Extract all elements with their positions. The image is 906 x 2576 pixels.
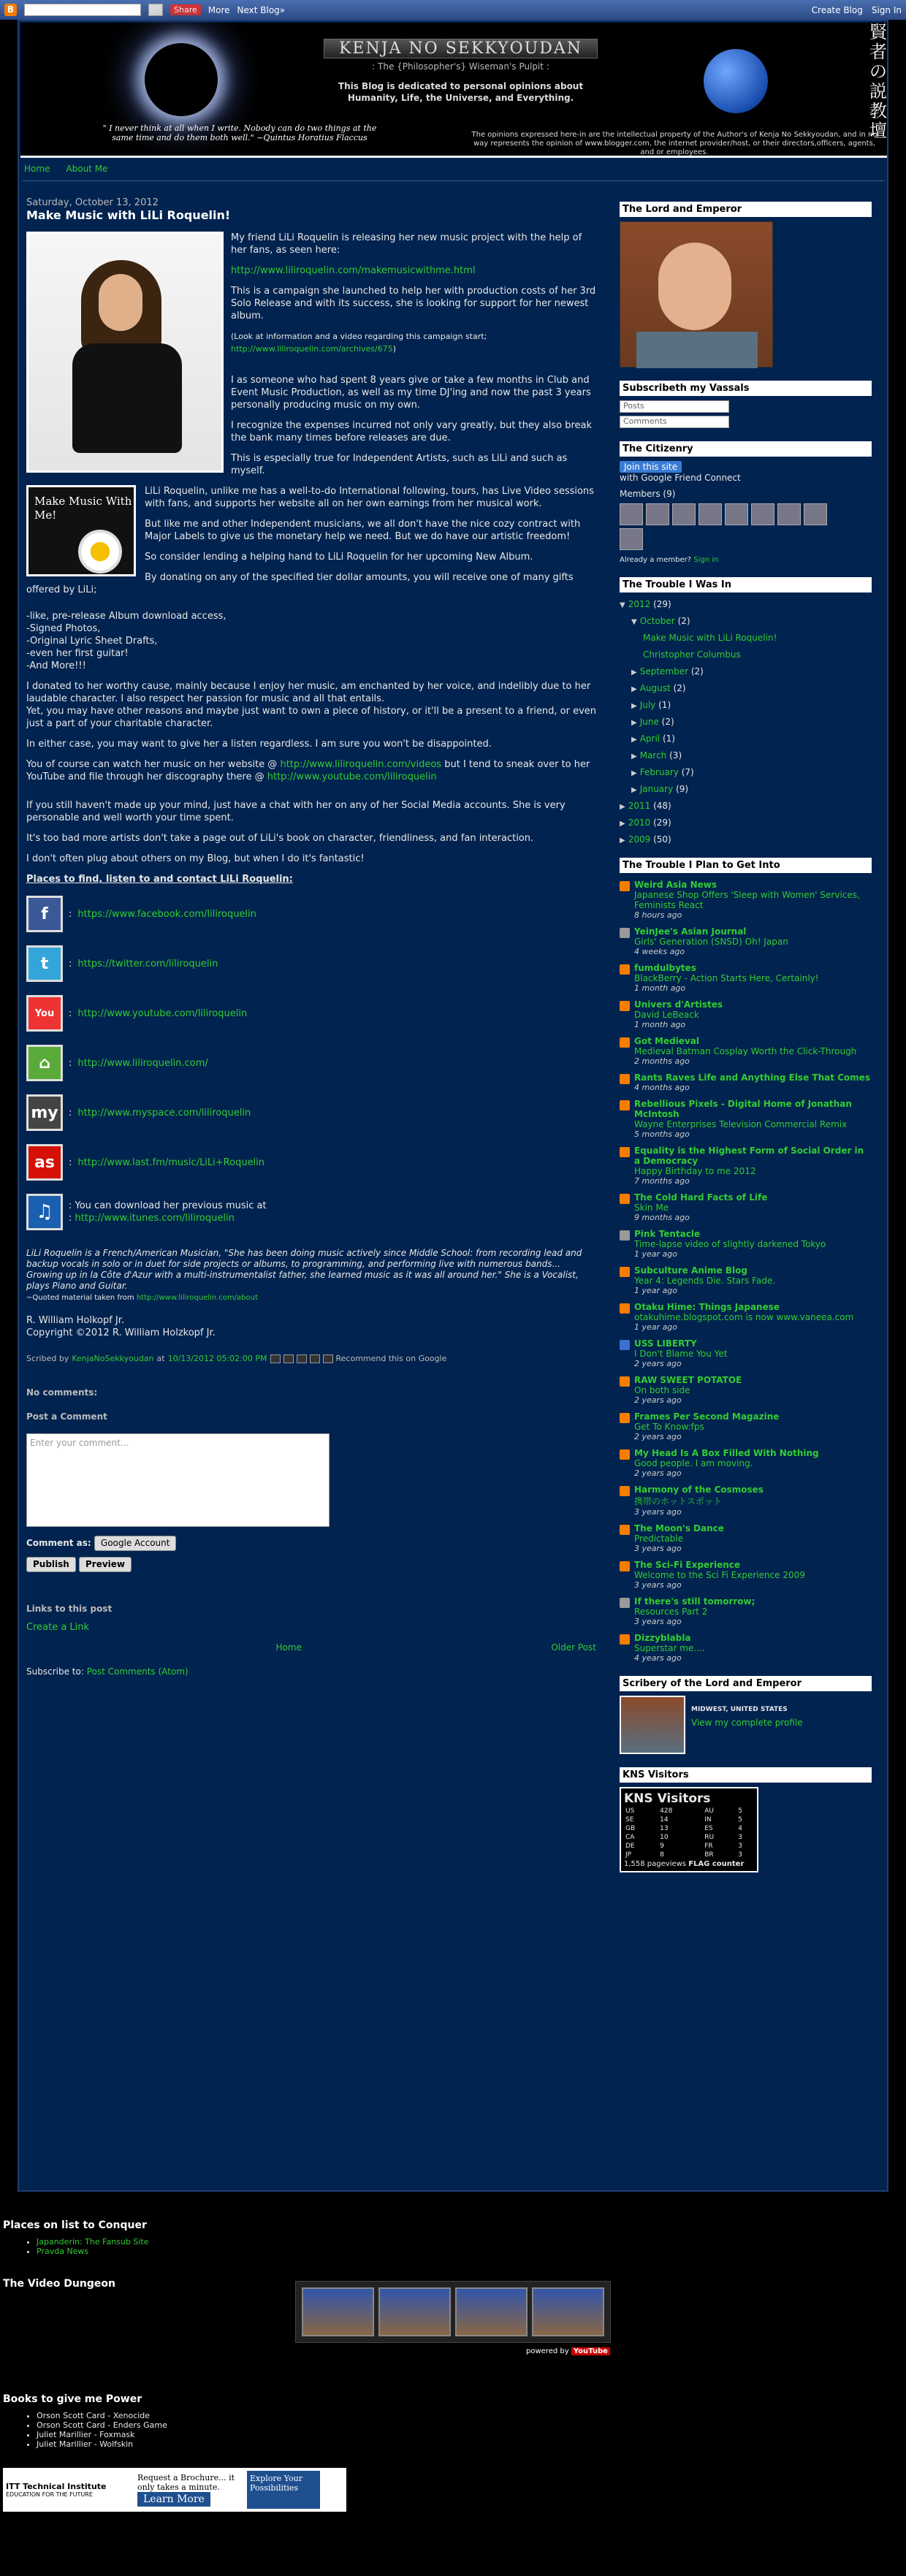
blog-favicon-icon	[620, 1376, 630, 1387]
blog-list-item	[620, 1192, 872, 1222]
blog-favicon-icon	[620, 881, 630, 891]
blog-age: 4 years ago	[634, 1653, 682, 1663]
blog-favicon-icon	[620, 1100, 630, 1110]
post-date: Saturday, October 13, 2012	[26, 197, 159, 208]
author-link[interactable]: KenjaNoSekkyoudan	[72, 1354, 154, 1363]
search-button[interactable]	[148, 4, 163, 16]
ad-explore: Explore Your Possibilities	[247, 2471, 320, 2509]
blog-name[interactable]: Weird Asia News	[634, 880, 717, 890]
make-music-banner[interactable]	[26, 485, 136, 576]
blog-favicon-icon	[620, 1303, 630, 1314]
book-item: • Juliet Marillier - Foxmask	[37, 2430, 894, 2439]
archive-year[interactable]: 2012	[628, 599, 651, 609]
make-music-label: Make Music With Me!	[34, 495, 132, 522]
blog-description: This Blog is dedicated to personal opinions about Humanity, Life, the Universe, and Everything.	[338, 81, 584, 103]
profile-thumbnail[interactable]	[620, 1696, 685, 1754]
post-paragraph: My friend LiLi Roquelin is releasing her new music project with the help of her fans, as seen here:	[231, 232, 582, 256]
youtube-link[interactable]: http://www.youtube.com/liliroquelin	[267, 771, 437, 782]
plusone-icon[interactable]	[323, 1354, 333, 1363]
eclipse-image	[145, 43, 218, 116]
header-quote: " I never think at all when I write. Nobody can do two things at the same time and do them both well." ~Quintus Horatius Flaccus	[102, 123, 377, 142]
sidebar	[620, 202, 872, 1886]
archive-year[interactable]: 2010	[628, 818, 651, 828]
itunes-link[interactable]: http://www.itunes.com/liliroquelin	[75, 1213, 235, 1224]
itunes-icon[interactable]: ♫	[26, 1194, 63, 1230]
timestamp-link[interactable]: 10/13/2012 05:02:00 PM	[167, 1354, 267, 1363]
widget-title: Subscribeth my Vassals	[620, 381, 872, 396]
blog-list-item	[620, 963, 872, 993]
blog-name[interactable]: Rants Raves Life and Anything Else That Comes	[634, 1072, 870, 1083]
widget-title: KNS Visitors	[620, 1767, 872, 1783]
post-paragraph: This is a campaign she launched to help her with production costs of her 3rd Solo Release and with its success, she is looking for support for her newest album.	[231, 286, 596, 321]
campaign-link[interactable]: http://www.liliroquelin.com/makemusicwithme.html	[231, 265, 476, 276]
video-bar	[295, 2281, 611, 2343]
widget-title: The Trouble I Plan to Get Into	[620, 858, 872, 873]
post-paragraph: but I tend to sneak over to her YouTube and file through her discography there @	[26, 759, 590, 782]
archive-month[interactable]: September	[639, 666, 689, 677]
create-link[interactable]: Create a Link	[26, 1622, 90, 1633]
blog-age: 9 months ago	[634, 1213, 690, 1222]
blog-name[interactable]: The Cold Hard Facts of Life	[634, 1192, 768, 1203]
blog-favicon-icon	[620, 1340, 630, 1350]
home-link[interactable]: Home	[275, 1642, 302, 1653]
facebook-link[interactable]: https://www.facebook.com/liliroquelin	[77, 908, 256, 920]
archive-post[interactable]: Christopher Columbus	[643, 649, 741, 660]
blog-post-link[interactable]: Good people. I am moving.	[634, 1458, 753, 1468]
gift-item: -even her first guitar!	[26, 648, 129, 659]
blog-favicon-icon	[620, 1001, 630, 1011]
blog-favicon-icon	[620, 1561, 630, 1571]
book-item: • Orson Scott Card - Xenocide	[37, 2411, 894, 2420]
kanji-banner: 賢者の説教壇	[869, 22, 887, 141]
learn-more-button[interactable]: Learn More	[137, 2492, 210, 2507]
website-link[interactable]: http://www.liliroquelin.com/	[77, 1057, 208, 1069]
pageviews: 1,558 pageviews	[624, 1860, 687, 1868]
archive-month[interactable]: October	[639, 616, 675, 626]
post-paragraph: I donated to her worthy cause, mainly because I enjoy her music, am enchanted by her voice, and indelibly due to her laudable character. I also respect her passion for music and all that entails.	[26, 681, 591, 704]
itt-ad[interactable]	[3, 2468, 346, 2512]
blog-list-item	[620, 1265, 872, 1295]
archive-post[interactable]: Make Music with LiLi Roquelin!	[643, 633, 777, 643]
post-column: Saturday, October 13, 2012 Make Music with LiLi Roquelin! My friend LiLi Roquelin is releasing her new music project with the help of her fans, as seen here: http://www.liliroquelin.com/makemusicwithme.html This is a campaign she launched to help her with production costs of her 3rd Solo Release and with its success, she is looking for support for her newest album. (Look at information and a video regarding this campaign start; http://www.liliroquelin.com/archives/675) I as someone who had spent 8 years give or take a few months in Club and Event Music Production, as well as my time DJ'ing and now the past 3 years personally producing music on my own. I recognize the expenses incurred not only vary greatly, but they also break the bank many times before releases are due. This is especially true for Independent Artists, such as LiLi and such as myself. Make Music With Me! LiLi Roquelin, unlike me has a well-to-do International following, tours, has Live Video sessions with fans, and supports her website all on her own earnings from her musical work. But like me and other Independent musicians, we all don't have the nice cozy contract with Major Labels to give us the monetary help we need. But we do have our artistic freedom! So consider lending a helping hand to LiLi Roquelin for her upcoming New Album. By donating on any of the specified tier dollar amounts, you will receive one of many gifts offered by LiLi; -like, pre-release Album download access, -Signed Photos, -Original Lyric Sheet Drafts, -even her first guitar! -And More!!! I donated to her worthy cause, mainly because I enjoy her music, am enchanted by her voice, and indelibly due to her laudable character. I also respect her passion for music and all that entails. Yet, you may have other reasons and maybe just want to own a piece of history, or it'll be a present to a friend, or even just a part of your charitable character. In either case, you may want to give her a listen regardless. I am sure you won't be disappointed. You of course can watch her music on her website @ http://www.liliroquelin.com/videos but I tend to sneak over to her YouTube and file through her discography there @ http://www.youtube.com/liliroquelin If you still haven't made up your mind, just have a chat with her on any of her Social Media accounts. She is very personable and well worth your time spent. It's too bad more artists don't take a page out of LiLi's book on character, friendliness, and fan interaction. I don't often plug about others on my Blog, but when I do it's fantastic! Places to find, listen to and contact LiLi Roquelin: f : https://www.facebook.com/liliroquelin t : https://twitter.com/liliroquelin You : http://www.youtube.com/liliroquelin ⌂ : http://www.liliroquelin.com/ my : http://www.myspace.com/liliroquelin as : http://www.last.fm/music/LiLi+Roquelin ♫ : You can download her previous music at : http://www.itunes.com/liliroquelin LiLi Roquelin is a French/American Musician, "She has been doing music actively since Middle School: from recording lead and backup vocals in solo or in duet for side projects or albums, to programming, and performing live with numerous bands... Growing up in la Côte d'Azur with a multi-instrumentalist father, she learned music as it was all around her." She is a Vocalist, plays Piano and Guitar. ~Quoted material taken from http://www.liliroquelin.com/about R. William Holkopf Jr. Copyright ©2012 R. William Holzkopf Jr. Scribed by KenjaNoSekkyoudan at 10/13/2012 05:02:00 PM Recommend this on Google No comments: Post a Comment Enter your comment... Comment as: Google Account Publish Preview Links to this post Create a Link Home Older Post Subscribe to: Post Comments (Atom)	[26, 197, 596, 1677]
conquer-link[interactable]: Pravda News	[37, 2247, 89, 2256]
blog-age: 5 months ago	[634, 1129, 690, 1139]
blog-list-item	[620, 1485, 872, 1517]
widget-title: Scribery of the Lord and Emperor	[620, 1676, 872, 1691]
blog-age: 1 month ago	[634, 1020, 686, 1029]
copyright: Copyright ©2012 R. William Holzkopf Jr.	[26, 1327, 216, 1338]
archive-year[interactable]: 2009	[628, 834, 651, 845]
social-row: You : http://www.youtube.com/liliroquelin	[26, 992, 596, 1034]
blog-subtitle: : The {Philosopher's} Wiseman's Pulpit :	[372, 61, 549, 72]
post-footer	[26, 1352, 596, 1365]
youtube-channel-link[interactable]: http://www.youtube.com/liliroquelin	[77, 1007, 248, 1019]
conquer-heading: Places on list to Conquer	[3, 2219, 147, 2231]
post-paragraph: It's too bad more artists don't take a page out of LiLi's book on character, friendliness, and fan interaction.	[26, 833, 534, 844]
header-disclaimer: The opinions expressed here-in are the intellectual property of the Author's of Kenja No Sekkyoudan, and in no way represents the opinion of www.blogger.com, the internet provider/host, or their directors,officers, agents, and or employees.	[471, 131, 878, 156]
gift-item: -Original Lyric Sheet Drafts,	[26, 636, 158, 647]
share-button[interactable]: Share	[170, 4, 201, 15]
divider	[23, 180, 885, 181]
blog-post-link[interactable]: Welcome to the Sci Fi Experience 2009	[634, 1570, 805, 1580]
post-paragraph: By donating on any of the specified tier dollar amounts, you will receive one of many gifts offered by LiLi;	[26, 572, 574, 595]
youtube-badge[interactable]: powered by YouTube	[526, 2347, 610, 2355]
social-row: as : http://www.last.fm/music/LiLi+Roquelin	[26, 1141, 596, 1184]
blog-age: 2 years ago	[634, 1468, 682, 1478]
ad-tagline: EDUCATION FOR THE FUTURE	[6, 2491, 93, 2498]
email-icon[interactable]	[270, 1354, 281, 1363]
blog-archive: ▼ 2012 (29) ▼ October (2) Make Music with LiLi Roquelin! Christopher Columbus ▶ September (2) ▶ August (2) ▶ July (1) ▶ June (2) ▶ April (1) ▶ March (3) ▶ February (7) ▶ January (9) ▶ 2011 (48) ▶ 2010 (29) ▶ 2009 (50)	[620, 599, 777, 845]
facebook-icon[interactable]: f	[26, 896, 63, 932]
blog-name[interactable]: If there's still tomorrow;	[634, 1596, 755, 1607]
gift-item: -Signed Photos,	[26, 623, 101, 634]
view-profile-link[interactable]: View my complete profile	[691, 1718, 803, 1728]
page-tabs	[23, 164, 885, 178]
recommend-text: Recommend this on Google	[335, 1354, 447, 1363]
ad-request: Request a Brochure... it only takes a minute.	[137, 2473, 235, 2492]
blog-post-link[interactable]: Medieval Batman Cosplay Worth the Click-Through	[634, 1046, 857, 1056]
already-member: Already a member?	[620, 556, 692, 564]
blog-post-link[interactable]: Skin Me	[634, 1203, 669, 1213]
blog-favicon-icon	[620, 1230, 630, 1241]
blog-age: 3 years ago	[634, 1580, 682, 1590]
blog-list-item	[620, 1099, 872, 1139]
videos-link[interactable]: http://www.liliroquelin.com/videos	[280, 759, 442, 770]
post-paragraph: Yet, you may have other reasons and maybe just want to own a piece of history, or it'll be a present to a friend, or even just a part of your charitable character.	[26, 706, 596, 729]
social-row: my : http://www.myspace.com/liliroquelin	[26, 1091, 596, 1134]
blog-name[interactable]: The Moon's Dance	[634, 1523, 724, 1533]
video-thumbnail[interactable]	[302, 2287, 374, 2336]
blog-name[interactable]: USS LIBERTY	[634, 1338, 697, 1349]
blog-name[interactable]: Equality is the Highest Form of Social Order in a Democracy	[634, 1146, 864, 1166]
blog-favicon-icon	[620, 1598, 630, 1608]
blog-list-item	[620, 1229, 872, 1259]
blog-list-item	[620, 1411, 872, 1441]
flag-counter-title: KNS Visitors	[624, 1791, 711, 1806]
blog-list-item	[620, 1338, 872, 1368]
lastfm-icon[interactable]: as	[26, 1144, 63, 1181]
widget-title: The Trouble I Was In	[620, 577, 872, 592]
social-row: t : https://twitter.com/liliroquelin	[26, 942, 596, 985]
archive-month[interactable]: June	[639, 717, 659, 727]
blog-post-link[interactable]: On both side	[634, 1385, 690, 1395]
post-paragraph: LiLi Roquelin, unlike me has a well-to-do International following, tours, has Live Video sessions with fans, and supports her website all on her own earnings from her musical work.	[145, 486, 594, 509]
blog-age: 1 year ago	[634, 1249, 677, 1259]
widget-title: The Citizenry	[620, 441, 872, 457]
sign-in-link[interactable]: Sign In	[871, 4, 902, 15]
book-item: • Juliet Marillier - Wolfskin	[37, 2439, 894, 2449]
post-paragraph: You of course can watch her music on her website @	[26, 759, 278, 770]
blog-favicon-icon	[620, 1525, 630, 1535]
twitter-share-icon[interactable]	[297, 1354, 307, 1363]
blog-name[interactable]: fumdulbytes	[634, 963, 696, 973]
blog-name[interactable]: Subculture Anime Blog	[634, 1265, 747, 1276]
twitter-icon[interactable]: t	[26, 945, 63, 982]
blog-favicon-icon	[620, 1449, 630, 1460]
blog-name[interactable]: Harmony of the Cosmoses	[634, 1485, 764, 1495]
members-label: Members (9)	[620, 489, 676, 499]
widget-title: The Lord and Emperor	[620, 202, 872, 217]
archive-month[interactable]: February	[639, 767, 679, 777]
archive-month[interactable]: March	[639, 750, 667, 761]
blog-favicon-icon	[620, 1413, 630, 1423]
video-thumbnail[interactable]	[532, 2287, 604, 2336]
archive-month[interactable]: August	[639, 683, 671, 693]
blog-post-link[interactable]: Happy Birthday to me 2012	[634, 1166, 756, 1176]
post-paragraph: (Look at information and a video regarding this campaign start;	[231, 332, 487, 341]
social-row: ♫ : You can download her previous music at : http://www.itunes.com/liliroquelin	[26, 1191, 596, 1233]
comments-subscribe-dropdown[interactable]: Comments	[620, 416, 729, 428]
lastfm-link[interactable]: http://www.last.fm/music/LiLi+Roquelin	[77, 1156, 265, 1168]
facebook-share-icon[interactable]	[310, 1354, 320, 1363]
twitter-link[interactable]: https://twitter.com/liliroquelin	[77, 958, 218, 969]
posts-subscribe-dropdown[interactable]: Posts	[620, 400, 729, 413]
comment-as-label: Comment as:	[26, 1538, 91, 1548]
preview-button[interactable]: Preview	[79, 1557, 132, 1572]
video-thumbnail[interactable]	[455, 2287, 528, 2336]
blog-post-link[interactable]: Predictable	[634, 1533, 684, 1544]
blog-list-item	[620, 999, 872, 1029]
atom-link[interactable]: Post Comments (Atom)	[86, 1666, 189, 1677]
blog-post-link[interactable]: I Don't Blame You Yet	[634, 1349, 728, 1359]
blog-age: 1 year ago	[634, 1286, 677, 1295]
blog-age: 2 months ago	[634, 1056, 690, 1066]
blog-favicon-icon	[620, 1147, 630, 1157]
archive-month[interactable]: January	[639, 784, 674, 794]
blog-age: 7 months ago	[634, 1176, 690, 1186]
blog-age: 3 years ago	[634, 1544, 682, 1553]
blog-favicon-icon	[620, 964, 630, 975]
subscribe-label: Subscribe to:	[26, 1666, 84, 1677]
profile-photo[interactable]	[620, 221, 773, 367]
older-post-link[interactable]: Older Post	[551, 1642, 596, 1653]
blog-list-item	[620, 1036, 872, 1066]
flag-counter-brand: FLAG counter	[688, 1860, 745, 1868]
byline-label: Scribed by	[26, 1354, 69, 1363]
places-heading: Places to find, listen to and contact LiLi Roquelin:	[26, 874, 293, 885]
blog-list-item	[620, 1596, 872, 1626]
flag-counter[interactable]	[620, 1787, 758, 1872]
social-row: f : https://www.facebook.com/liliroquelin	[26, 893, 596, 935]
book-item: • Orson Scott Card - Enders Game	[37, 2420, 894, 2430]
home-icon[interactable]: ⌂	[26, 1045, 63, 1081]
blog-favicon-icon	[620, 1486, 630, 1496]
blog-favicon-icon	[620, 1634, 630, 1645]
blog-name[interactable]: YeinJee's Asian Journal	[634, 926, 747, 937]
blog-age: 4 months ago	[634, 1083, 690, 1092]
blog-post-link[interactable]: BlackBerry - Action Starts Here, Certainly!	[634, 973, 819, 983]
post-paragraph: In either case, you may want to give her a listen regardless. I am sure you won't be disappointed.	[26, 739, 492, 750]
itunes-text: You can download her previous music at	[75, 1200, 267, 1211]
blog-header	[20, 23, 887, 158]
blog-container	[18, 20, 888, 2192]
post-title[interactable]: Make Music with LiLi Roquelin!	[26, 208, 231, 222]
more-menu[interactable]: More	[208, 4, 230, 15]
blog-age: 2 years ago	[634, 1432, 682, 1441]
blog-post-link[interactable]: 携帯のホットスポット	[634, 1496, 722, 1506]
blog-name[interactable]: Rebellious Pixels - Digital Home of Jonathan McIntosh	[634, 1099, 852, 1119]
books-heading: Books to give me Power	[3, 2393, 142, 2405]
blog-list-item	[620, 1560, 872, 1590]
blog-name[interactable]: Otaku Hime: Things Japanese	[634, 1302, 780, 1312]
create-blog-link[interactable]: Create Blog	[811, 4, 863, 15]
blog-name[interactable]: Dizzyblabla	[634, 1633, 691, 1643]
blog-age: 2 years ago	[634, 1359, 682, 1368]
blog-favicon-icon	[620, 1194, 630, 1204]
blog-list-item	[620, 1072, 872, 1092]
blog-post-link[interactable]: Japanese Shop Offers 'Sleep with Women' Services, Feminists React	[634, 890, 860, 910]
blogger-navbar	[0, 0, 906, 20]
youtube-icon[interactable]: You	[26, 995, 63, 1032]
video-thumbnail[interactable]	[378, 2287, 451, 2336]
blog-name[interactable]: Univers d'Artistes	[634, 999, 723, 1010]
account-select[interactable]: Google Account	[94, 1536, 177, 1551]
archive-month[interactable]: July	[639, 700, 656, 710]
blog-name[interactable]: Got Medieval	[634, 1036, 699, 1046]
tab-home[interactable]: Home	[24, 164, 50, 174]
sign-in-gfc[interactable]: Sign in	[693, 556, 719, 564]
blog-list-item	[620, 1633, 872, 1663]
gift-item: -like, pre-release Album download access,	[26, 611, 226, 622]
gift-item: -And More!!!	[26, 660, 86, 671]
blog-post-link[interactable]: Resources Part 2	[634, 1607, 708, 1617]
byline-at: at	[156, 1354, 165, 1363]
myspace-link[interactable]: http://www.myspace.com/liliroquelin	[77, 1107, 251, 1119]
blog-favicon-icon	[620, 928, 630, 938]
signature: R. William Holkopf Jr.	[26, 1315, 125, 1326]
blog-post-link[interactable]: Girls' Generation (SNSD) Oh! Japan	[634, 937, 788, 947]
blog-favicon-icon	[620, 1037, 630, 1048]
blog-list-item	[620, 926, 872, 956]
next-blog-link[interactable]: Next Blog»	[237, 4, 286, 15]
gfc-text: with Google Friend Connect	[620, 473, 741, 483]
ad-brand: ITT Technical Institute	[6, 2482, 107, 2491]
blog-list-item	[620, 1523, 872, 1553]
blog-name[interactable]: My Head Is A Box Filled With Nothing	[634, 1448, 819, 1458]
flag-table: US 428 AU 5 SE 14 IN 5 GB 13 ES 4 CA 10 RU 3 DE 9 FR 3 JP 8 BR 3	[625, 1807, 743, 1859]
blog-list-item	[620, 1146, 872, 1186]
post-paragraph: I recognize the expenses incurred not only vary greatly, but they also break the bank many times before releases are due.	[231, 420, 593, 443]
blog-favicon-icon	[620, 1074, 630, 1084]
post-a-comment: Post a Comment	[26, 1411, 107, 1422]
blog-name[interactable]: The Sci-Fi Experience	[634, 1560, 741, 1570]
post-paragraph: If you still haven't made up your mind, just have a chat with her on any of her Social Media accounts. She is very personable and well worth your time spent.	[26, 800, 566, 823]
bio-quote: LiLi Roquelin is a French/American Musician, "She has been doing music actively since Middle School: from recording lead and backup vocals in solo or in duet for side projects or albums, to programming, and performing live with numerous bands... Growing up in la Côte d'Azur with a multi-instrumentalist father, she learned music as it was all around her." She is a Vocalist, plays Piano and Guitar.	[26, 1248, 582, 1291]
blog-list-item	[620, 880, 872, 920]
blog-title[interactable]: KENJA NO SEKKYOUDAN	[324, 39, 598, 58]
blog-list-item	[620, 1375, 872, 1405]
blog-post-link[interactable]: Year 4: Legends Die. Stars Fade.	[634, 1276, 776, 1286]
blog-age: 3 years ago	[634, 1507, 682, 1517]
blog-post-link[interactable]: Superstar me....	[634, 1643, 705, 1653]
archive-month[interactable]: April	[639, 733, 661, 744]
links-heading: Links to this post	[26, 1604, 113, 1614]
comment-textarea[interactable]: Enter your comment...	[26, 1433, 330, 1527]
bio-source: ~Quoted material taken from	[26, 1294, 134, 1302]
blog-post-link[interactable]: David LeBeack	[634, 1010, 699, 1020]
blog-post-link[interactable]: Wayne Enterprises Television Commercial Remix	[634, 1119, 848, 1129]
myspace-icon[interactable]: my	[26, 1094, 63, 1131]
profile-location: MIDWEST, UNITED STATES	[691, 1706, 788, 1713]
blog-age: 2 years ago	[634, 1395, 682, 1405]
no-comments: No comments:	[26, 1387, 98, 1398]
archive-year[interactable]: 2011	[628, 801, 651, 811]
post-paragraph: So consider lending a helping hand to LiLi Roquelin for her upcoming New Album.	[145, 552, 533, 563]
search-input[interactable]	[24, 4, 141, 16]
member-avatars	[620, 503, 846, 550]
daisy-image	[78, 530, 122, 573]
post-paragraph: I don't often plug about others on my Blog, but when I do it's fantastic!	[26, 853, 365, 864]
blog-name[interactable]: Pink Tentacle	[634, 1229, 701, 1239]
blog-name[interactable]: RAW SWEET POTATOE	[634, 1375, 742, 1385]
blog-post-link[interactable]: otakuhime.blogspot.com is now www.vaneea.com	[634, 1312, 854, 1322]
blog-post-link[interactable]: Get To Know:fps	[634, 1422, 704, 1432]
blog-list-item	[620, 1448, 872, 1478]
blog-age: 1 month ago	[634, 983, 686, 993]
blog-age: 1 year ago	[634, 1322, 677, 1332]
social-row: ⌂ : http://www.liliroquelin.com/	[26, 1042, 596, 1084]
archive-link[interactable]: http://www.liliroquelin.com/archives/675	[231, 344, 393, 354]
join-site-button[interactable]: Join this site	[620, 461, 682, 473]
bio-link[interactable]: http://www.liliroquelin.com/about	[136, 1294, 258, 1302]
lili-photo[interactable]	[26, 232, 224, 473]
blogthis-icon[interactable]	[283, 1354, 294, 1363]
blog-age: 4 weeks ago	[634, 947, 685, 956]
blog-list	[620, 880, 872, 1663]
video-dungeon-heading: The Video Dungeon	[3, 2278, 115, 2290]
blog-age: 3 years ago	[634, 1617, 682, 1626]
blog-post-link[interactable]: Time-lapse video of slightly darkened Tokyo	[634, 1239, 826, 1249]
post-paragraph: I as someone who had spent 8 years give or take a few months in Club and Event Music Production, as well as my time DJ'ing and now the past 3 years personally producing music on my own.	[231, 375, 591, 411]
blogger-logo[interactable]: B	[4, 4, 17, 16]
publish-button[interactable]: Publish	[26, 1557, 76, 1572]
blog-list-item	[620, 1302, 872, 1332]
tab-about[interactable]: About Me	[66, 164, 108, 174]
blog-favicon-icon	[620, 1267, 630, 1277]
post-paragraph: But like me and other Independent musicians, we all don't have the nice cozy contract with Major Labels to give us the monetary help we need. But we do have our artistic freedom!	[145, 519, 581, 542]
blog-name[interactable]: Frames Per Second Magazine	[634, 1411, 780, 1422]
blog-age: 8 hours ago	[634, 910, 682, 920]
conquer-link[interactable]: Japanderin: The Fansub Site	[37, 2237, 149, 2247]
post-paragraph: This is especially true for Independent Artists, such as LiLi and such as myself.	[231, 453, 568, 476]
moon-image	[704, 49, 768, 113]
